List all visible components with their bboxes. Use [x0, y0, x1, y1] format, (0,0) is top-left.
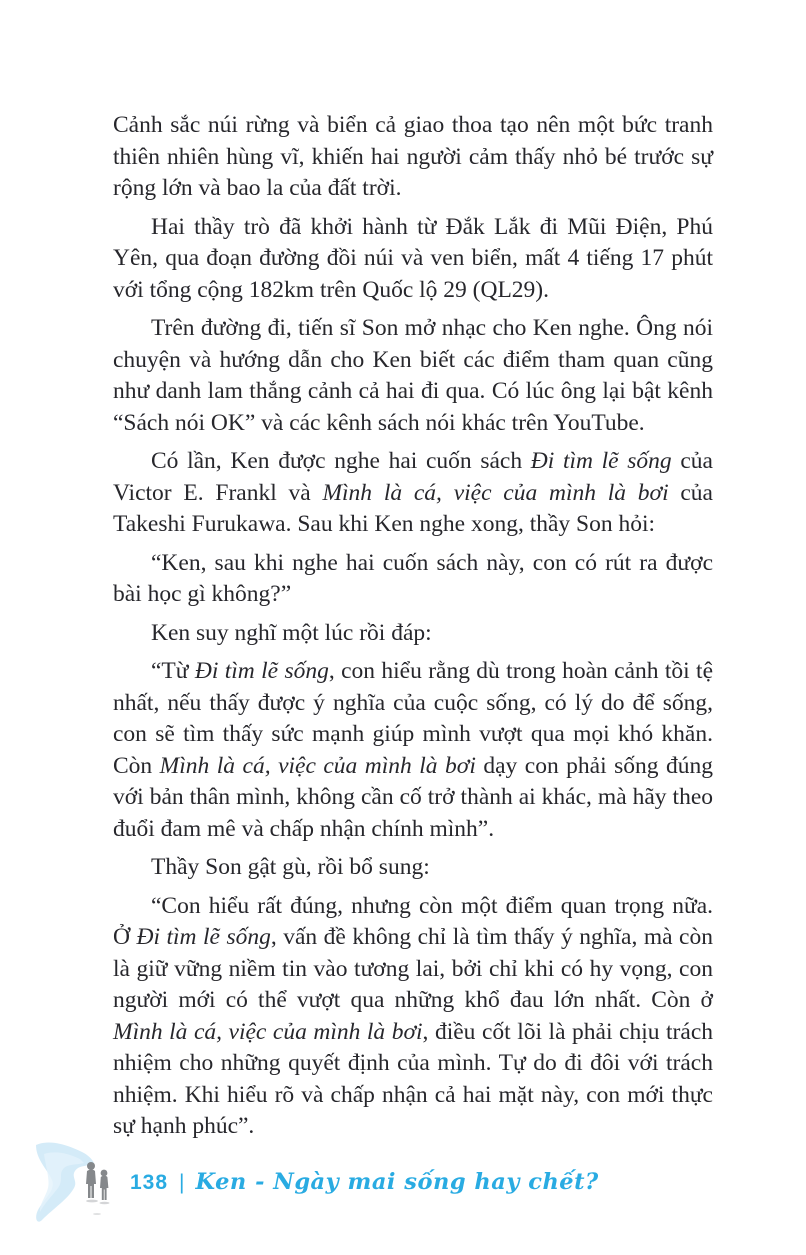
- book-title-reference: Mình là cá, việc của mình là bơi: [159, 752, 476, 779]
- text-run: , điều cốt lõi là phải chịu trách nhiệm cho những quyết định của mình. Tự do đi đôi với trách nhiệm. Khi hiểu rõ và chấp nhận cả hai mặt này, con mới thực sự hạnh phúc”.: [113, 1018, 713, 1139]
- text-run: của Victor E. Frankl và: [113, 448, 713, 506]
- page-number: 138: [130, 1171, 169, 1194]
- footer-separator: |: [179, 1171, 185, 1194]
- travelers-silhouettes: [86, 1162, 110, 1215]
- text-run: “Ken, sau khi nghe hai cuốn sách này, con có rút ra được bài học gì không?”: [113, 549, 713, 607]
- text-run: của Takeshi Furukawa. Sau khi Ken nghe xong, thầy Son hỏi:: [113, 479, 713, 537]
- text-run: Cảnh sắc núi rừng và biển cả giao thoa tạo nên một bức tranh thiên nhiên hùng vĩ, khiến hai người cảm thấy nhỏ bé trước sự rộng lớn và bao la của đất trời.: [113, 112, 713, 201]
- paragraph: [113, 656, 713, 845]
- paragraph: [113, 891, 713, 1143]
- paragraph: [113, 446, 713, 541]
- page-footer: [34, 1138, 599, 1234]
- text-run: , vấn đề không chỉ là tìm thấy ý nghĩa, mà còn là giữ vững niềm tin vào tương lai, bởi chỉ khi có hy vọng, con người mới có thể vượt qua những khổ đau lớn nhất. Còn ở: [113, 924, 713, 1013]
- text-run: dạy con phải sống đúng với bản thân mình, không cần cố trở thành ai khác, mà hãy theo đuổi đam mê và chấp nhận chính mình”.: [113, 752, 713, 842]
- text-run: Có lần, Ken được nghe hai cuốn sách: [151, 448, 531, 474]
- paragraph: [113, 110, 713, 205]
- book-title-reference: Đi tìm lẽ sống: [530, 448, 672, 474]
- book-title-reference: Mình là cá, việc của mình là bơi: [113, 1018, 423, 1045]
- book-title-reference: Đi tìm lẽ sống: [194, 658, 329, 684]
- page-body: [113, 110, 713, 1150]
- paragraph: [113, 212, 713, 307]
- book-title-reference: Đi tìm lẽ sống: [136, 924, 271, 950]
- text-run: “Con hiểu rất đúng, nhưng còn một điểm quan trọng nữa. Ở: [113, 892, 713, 950]
- text-run: Hai thầy trò đã khởi hành từ Đắk Lắk đi Mũi Điện, Phú Yên, qua đoạn đường đồi núi và ven biển, mất 4 tiếng 17 phút với tổng cộng 182km trên Quốc lộ 29 (QL29).: [113, 213, 713, 303]
- vietnam-map-two-travelers-icon: [34, 1138, 120, 1234]
- paragraph: [113, 313, 713, 439]
- footer-text: [130, 1169, 599, 1195]
- book-title-reference: Mình là cá, việc của mình là bơi: [322, 479, 669, 506]
- text-run: Thầy Son gật gù, rồi bổ sung:: [151, 854, 430, 880]
- text-run: , con hiểu rằng dù trong hoàn cảnh tồi tệ nhất, nếu thấy được ý nghĩa của cuộc sống, có lý do để sống, con sẽ tìm thấy sức mạnh giúp mình vượt qua mọi khó khăn. Còn: [113, 658, 714, 779]
- paragraph: [113, 852, 713, 884]
- text-run: “Từ: [151, 658, 195, 684]
- paragraph: [113, 548, 713, 611]
- text-run: Ken suy nghĩ một lúc rồi đáp:: [151, 619, 432, 646]
- book-title: Ken - Ngày mai sống hay chết?: [195, 1169, 599, 1195]
- paragraph: [113, 618, 713, 650]
- text-run: Trên đường đi, tiến sĩ Son mở nhạc cho Ken nghe. Ông nói chuyện và hướng dẫn cho Ken biết các điểm tham quan cũng như danh lam thắng cảnh cả hai đi qua. Có lúc ông lại bật kênh “Sách nói OK” và các kênh sách nói khác trên YouTube.: [113, 315, 713, 436]
